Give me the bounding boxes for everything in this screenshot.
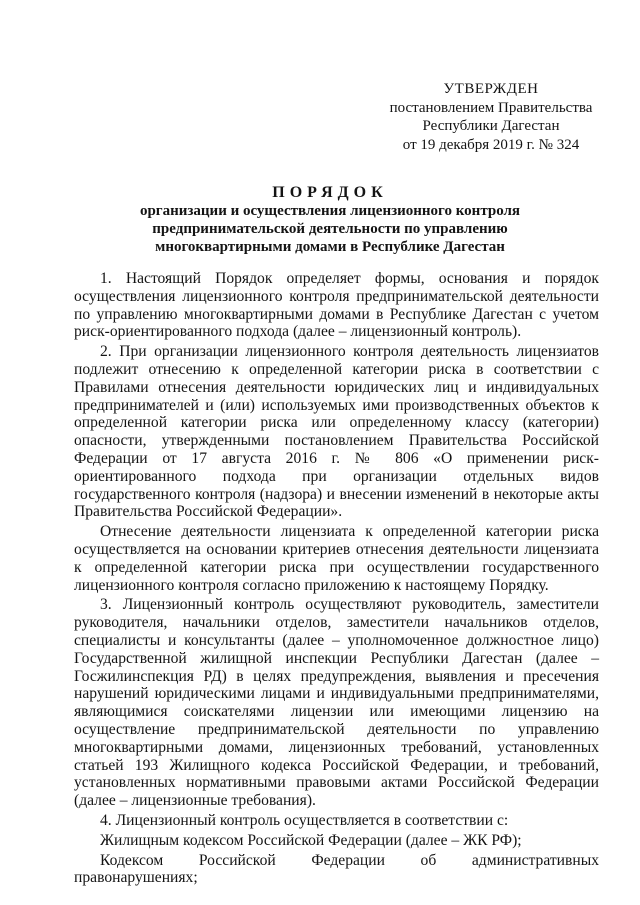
approval-heading: УТВЕРЖДЕН [443,81,539,97]
approval-line: Республики Дагестан [422,118,560,134]
approval-stamp [376,80,606,154]
document-title: ПОРЯДОК [272,184,388,201]
subtitle-line: организации и осуществления лицензионного контроля [139,203,521,219]
subtitle-line: многоквартирными домами в Республике Дагестан [155,239,505,255]
subtitle-line: предпринимательской деятельности по управлению [152,221,508,237]
paragraph: Кодексом Российской Федерации об административных правонарушениях; [74,851,599,887]
document-body [74,270,599,889]
document-subtitle [100,202,560,256]
approval-line: от 19 декабря 2019 г. № 324 [402,136,580,153]
approval-line: постановлением Правительства [389,99,593,116]
paragraph: Отнесение деятельности лицензиата к определенной категории риска осуществляется на основании критериев отнесения деятельности лицензиата к определенной категории риска при осуществлении государственного лицензионного контроля согласно приложению к настоящему Порядку. [74,523,599,594]
paragraph: 1. Настоящий Порядок определяет формы, основания и порядок осуществления лицензионного контроля предпринимательской деятельности по управлению многоквартирными домами в Республике Дагестан с учетом риск-ориентированного подхода (далее – лицензионный контроль). [74,270,599,341]
paragraph: 2. При организации лицензионного контроля деятельность лицензиатов подлежит отнесению к определенной категории риска в соответствии с Правилами отнесения деятельности юридических лиц и индивидуальных предпринимателей и (или) используемых ими производственных объектов к определенной категории риска или определенному классу (категории) опасности, утвержденными постановлением Правительства Российской Федерации от 17 августа 2016 г. № 806 «О применении риск-ориентированного подхода при организации отдельных видов государственного контроля (надзора) и внесении изменений в некоторые акты Правительства Российской Федерации». [74,343,599,521]
paragraph: 4. Лицензионный контроль осуществляется в соответствии с: [100,811,509,829]
paragraph: 3. Лицензионный контроль осуществляют руководитель, заместители руководителя, начальники отделов, заместители начальников отделов, специалисты и консультанты (далее – уполномоченное должностное лицо) Государственной жилищной инспекции Республики Дагестан (далее – Госжилинспекция РД) в целях предупреждения, выявления и пресечения нарушений юридическими лицами и индивидуальными предпринимателями, являющимися соискателями лицензии или имеющими лицензию на осуществление предпринимательской деятельности по управлению многоквартирными домами, лицензионных требований, установленных статьей 193 Жилищного кодекса Российской Федерации, и требований, установленных нормативными правовыми актами Российской Федерации (далее – лицензионные требования). [74,596,599,810]
paragraph: Жилищным кодексом Российской Федерации (далее – ЖК РФ); [100,831,522,849]
